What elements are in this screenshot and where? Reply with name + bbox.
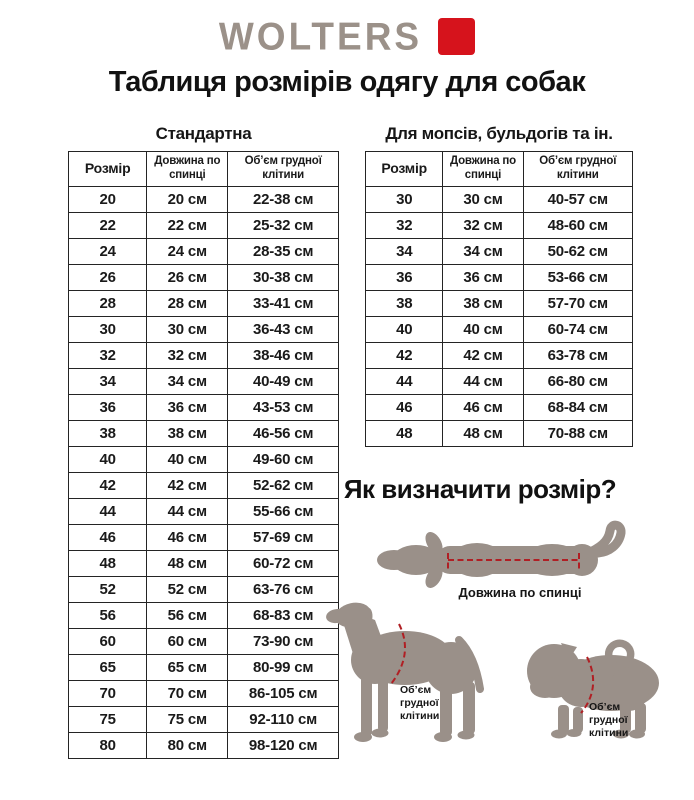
table-cell: 48 см (443, 420, 523, 446)
table-cell: 46 (69, 524, 147, 550)
table-row (69, 576, 339, 602)
brand-logo-square-icon (438, 18, 475, 55)
table-cell: 36 (69, 394, 147, 420)
chest-volume-label: Об’єм грудної клітини (589, 701, 629, 739)
table-cell: 40 (366, 316, 443, 342)
table-cell: 80 см (147, 732, 228, 758)
table-cell: 40 см (443, 316, 523, 342)
table-cell: 92-110 см (228, 706, 339, 732)
table-row (69, 238, 339, 264)
header-chest: Об’єм грудної клітини (523, 152, 632, 187)
table-cell: 30 (69, 316, 147, 342)
table-row (69, 472, 339, 498)
table-header-row (366, 152, 633, 187)
table-cell: 56 (69, 602, 147, 628)
header-chest: Об’єм грудної клітини (228, 152, 339, 187)
table-cell: 48 (69, 550, 147, 576)
table-row (69, 368, 339, 394)
table-cell: 53-66 см (523, 264, 632, 290)
table-cell: 60 (69, 628, 147, 654)
table-row (69, 420, 339, 446)
table-cell: 20 см (147, 186, 228, 212)
chest-volume-label: Об’єм грудної клітини (400, 684, 440, 722)
table-cell: 40 (69, 446, 147, 472)
table-row (69, 446, 339, 472)
table-row (69, 498, 339, 524)
table-cell: 65 (69, 654, 147, 680)
header-back-length: Довжина по спинці (443, 152, 523, 187)
table-row (69, 732, 339, 758)
table-cell: 56 см (147, 602, 228, 628)
pugs-size-table (365, 151, 633, 447)
table-cell: 80-99 см (228, 654, 339, 680)
brand-logo-text: WOLTERS (218, 14, 423, 59)
table-cell: 40-49 см (228, 368, 339, 394)
table-cell: 65 см (147, 654, 228, 680)
table-row (366, 290, 633, 316)
table-cell: 50-62 см (523, 238, 632, 264)
table-row (69, 290, 339, 316)
table-cell: 52-62 см (228, 472, 339, 498)
table-cell: 60-72 см (228, 550, 339, 576)
how-to-measure-title: Як визначити розмір? (343, 474, 617, 504)
table-cell: 42 (366, 342, 443, 368)
pugs-size-section (365, 124, 633, 447)
table-cell: 22 см (147, 212, 228, 238)
table-cell: 55-66 см (228, 498, 339, 524)
table-row (69, 394, 339, 420)
table-row (366, 264, 633, 290)
table-cell: 46 (366, 394, 443, 420)
table-row (366, 420, 633, 446)
table-cell: 40 см (147, 446, 228, 472)
table-cell: 30 см (147, 316, 228, 342)
table-cell: 48 см (147, 550, 228, 576)
table-row (69, 186, 339, 212)
table-cell: 42 (69, 472, 147, 498)
table-row (366, 212, 633, 238)
table-row (69, 264, 339, 290)
table-cell: 34 см (147, 368, 228, 394)
header-back-length: Довжина по спинці (147, 152, 228, 187)
table-cell: 46-56 см (228, 420, 339, 446)
table-cell: 60-74 см (523, 316, 632, 342)
table-cell: 28 см (147, 290, 228, 316)
table-cell: 38 см (147, 420, 228, 446)
table-row (366, 186, 633, 212)
table-cell: 32 (366, 212, 443, 238)
standard-size-table (68, 151, 339, 759)
table-cell: 42 см (443, 342, 523, 368)
table-cell: 57-70 см (523, 290, 632, 316)
table-cell: 26 (69, 264, 147, 290)
table-cell: 52 см (147, 576, 228, 602)
table-cell: 63-76 см (228, 576, 339, 602)
dog-side-silhouette-icon (325, 596, 495, 746)
table-cell: 28 (69, 290, 147, 316)
table-cell: 36-43 см (228, 316, 339, 342)
table-cell: 75 см (147, 706, 228, 732)
table-row (69, 602, 339, 628)
header-size: Розмір (366, 152, 443, 187)
table-cell: 80 (69, 732, 147, 758)
table-row (69, 316, 339, 342)
table-cell: 38 (366, 290, 443, 316)
table-row (366, 368, 633, 394)
table-cell: 38 см (443, 290, 523, 316)
brand-logo (0, 14, 694, 59)
table-cell: 68-84 см (523, 394, 632, 420)
table-cell: 20 (69, 186, 147, 212)
table-cell: 25-32 см (228, 212, 339, 238)
table-row (69, 524, 339, 550)
table-cell: 26 см (147, 264, 228, 290)
back-length-label: Довжина по спинці (458, 585, 582, 600)
table-cell: 63-78 см (523, 342, 632, 368)
table-cell: 43-53 см (228, 394, 339, 420)
standard-size-section (68, 124, 339, 759)
table-cell: 70 (69, 680, 147, 706)
table-cell: 52 (69, 576, 147, 602)
table-row (366, 238, 633, 264)
table-row (69, 654, 339, 680)
table-cell: 49-60 см (228, 446, 339, 472)
table-cell: 73-90 см (228, 628, 339, 654)
table-cell: 42 см (147, 472, 228, 498)
table-row (69, 628, 339, 654)
table-cell: 38-46 см (228, 342, 339, 368)
table-cell: 40-57 см (523, 186, 632, 212)
table-cell: 32 см (147, 342, 228, 368)
table-cell: 44 (69, 498, 147, 524)
table-row (366, 394, 633, 420)
table-cell: 36 (366, 264, 443, 290)
table-cell: 70 см (147, 680, 228, 706)
table-cell: 98-120 см (228, 732, 339, 758)
table-cell: 33-41 см (228, 290, 339, 316)
table-cell: 36 см (443, 264, 523, 290)
table-cell: 32 (69, 342, 147, 368)
table-cell: 46 см (147, 524, 228, 550)
table-cell: 36 см (147, 394, 228, 420)
table-row (69, 342, 339, 368)
table-row (69, 550, 339, 576)
table-cell: 22 (69, 212, 147, 238)
table-cell: 70-88 см (523, 420, 632, 446)
table-header-row (69, 152, 339, 187)
table-cell: 34 см (443, 238, 523, 264)
table-cell: 34 (366, 238, 443, 264)
table-cell: 66-80 см (523, 368, 632, 394)
table-row (69, 706, 339, 732)
table-cell: 44 (366, 368, 443, 394)
header-size: Розмір (69, 152, 147, 187)
table-cell: 68-83 см (228, 602, 339, 628)
table-cell: 24 (69, 238, 147, 264)
table-row (366, 342, 633, 368)
table-cell: 28-35 см (228, 238, 339, 264)
table-cell: 48-60 см (523, 212, 632, 238)
table-cell: 24 см (147, 238, 228, 264)
page-title: Таблиця розмірів одягу для собак (108, 66, 586, 98)
standard-table-caption: Стандартна (155, 124, 252, 143)
table-cell: 60 см (147, 628, 228, 654)
table-cell: 34 (69, 368, 147, 394)
table-row (69, 212, 339, 238)
table-row (366, 316, 633, 342)
table-cell: 22-38 см (228, 186, 339, 212)
table-cell: 44 см (147, 498, 228, 524)
table-cell: 57-69 см (228, 524, 339, 550)
table-cell: 86-105 см (228, 680, 339, 706)
table-row (69, 680, 339, 706)
table-cell: 30 см (443, 186, 523, 212)
table-cell: 38 (69, 420, 147, 446)
table-cell: 48 (366, 420, 443, 446)
table-cell: 30-38 см (228, 264, 339, 290)
table-cell: 32 см (443, 212, 523, 238)
table-cell: 30 (366, 186, 443, 212)
pugs-table-caption: Для мопсів, бульдогів та ін. (385, 124, 613, 143)
table-cell: 44 см (443, 368, 523, 394)
table-cell: 75 (69, 706, 147, 732)
table-cell: 46 см (443, 394, 523, 420)
